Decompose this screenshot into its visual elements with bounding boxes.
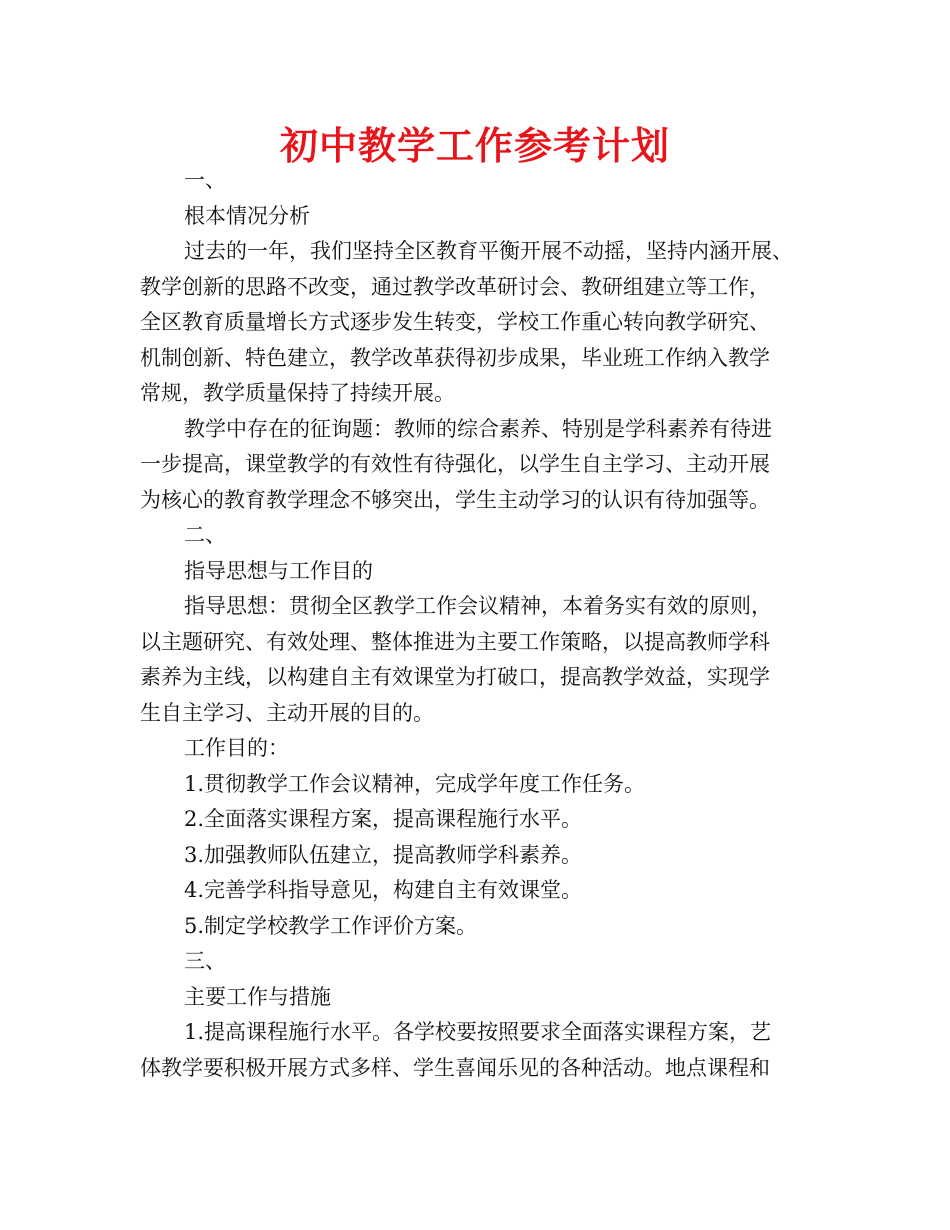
text-line: 一、 — [184, 168, 226, 192]
text-line: 指导思想与工作目的 — [184, 558, 373, 583]
text-line: 工作目的： — [184, 736, 289, 760]
text-line: 1.提高课程施行水平。各学校要按照要求全面落实课程方案，艺 — [184, 1020, 772, 1044]
text-line: 2.全面落实课程方案，提高课程施行水平。 — [184, 807, 583, 831]
text-line: 以主题研究、有效处理、整体推进为主要工作策略，以提高教师学科 — [140, 629, 770, 654]
text-line: 全区教育质量增长方式逐步发生转变，学校工作重心转向教学研究、 — [140, 310, 770, 334]
document-title: 初中教学工作参考计划 — [279, 124, 670, 168]
document-body — [140, 163, 830, 1086]
text-line: 教学创新的思路不改变，通过教学改革研讨会、教研组建立等工作， — [140, 274, 770, 299]
text-line: 3.加强教师队伍建立，提高教师学科素养。 — [184, 842, 583, 867]
text-line: 为核心的教育教学理念不够突出，学生主动学习的认识有待加强等。 — [140, 487, 770, 512]
text-line: 生自主学习、主动开展的目的。 — [140, 700, 434, 725]
text-line: 1.贯彻教学工作会议精神，完成学年度工作任务。 — [184, 771, 646, 796]
text-line: 三、 — [184, 949, 226, 973]
text-line: 教学中存在的征询题：教师的综合素养、特别是学科素养有待进 — [184, 416, 772, 441]
text-line: 根本情况分析 — [184, 203, 310, 228]
text-line: 机制创新、特色建立，教学改革获得初步成果，毕业班工作纳入教学 — [140, 345, 770, 370]
text-line: 二、 — [184, 523, 226, 547]
text-line: 体教学要积极开展方式多样、学生喜闻乐见的各种活动。地点课程和 — [140, 1055, 770, 1080]
text-line: 常规，教学质量保持了持续开展。 — [140, 381, 455, 405]
text-line: 素养为主线，以构建自主有效课堂为打破口，提高教学效益，实现学 — [140, 665, 770, 689]
text-line: 指导思想：贯彻全区教学工作会议精神，本着务实有效的原则， — [184, 594, 772, 618]
text-line: 5.制定学校教学工作评价方案。 — [184, 913, 478, 938]
text-line: 4.完善学科指导意见，构建自主有效课堂。 — [184, 878, 583, 902]
text-line: 主要工作与措施 — [184, 984, 331, 1009]
text-line: 一步提高，课堂教学的有效性有待强化，以学生自主学习、主动开展 — [140, 452, 770, 476]
text-line: 过去的一年，我们坚持全区教育平衡开展不动摇，坚持内涵开展、 — [184, 239, 793, 263]
